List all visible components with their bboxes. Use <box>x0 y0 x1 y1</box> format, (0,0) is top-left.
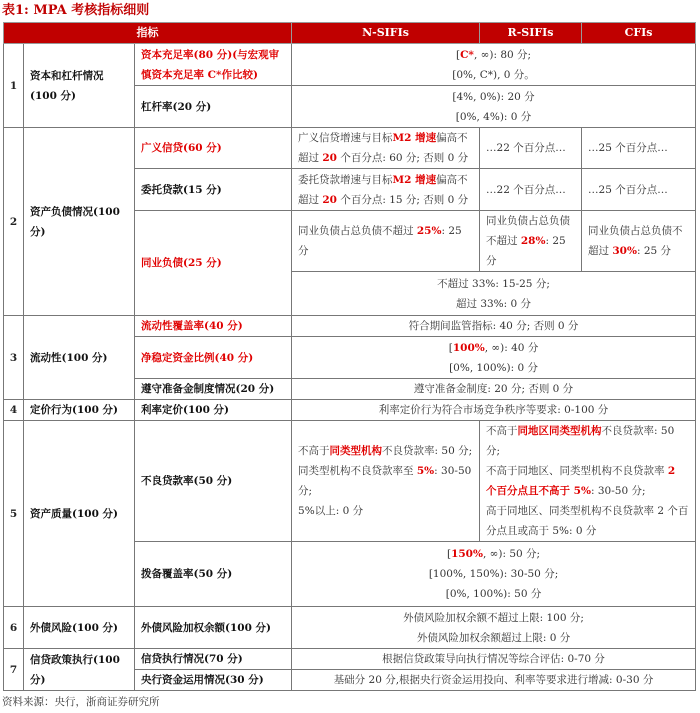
highlight: 20 <box>322 152 337 164</box>
text: : 25 分 <box>636 245 672 257</box>
highlight: M2 增速 <box>392 132 437 144</box>
criteria <box>292 337 696 379</box>
highlight: 100% <box>452 341 485 354</box>
text: [ <box>446 548 452 560</box>
table-row <box>4 44 696 86</box>
text: 不良贷款率: 50 分; <box>486 425 675 457</box>
text: 不高于同地区、同类型机构不良贷款率 <box>486 465 668 477</box>
criteria-line <box>298 461 473 501</box>
indicator: 资本充足率(80 分)(与宏观审慎资本充足率 C*作比较) <box>135 44 292 86</box>
table-row <box>4 128 696 169</box>
criteria <box>292 44 696 86</box>
criteria <box>292 272 696 316</box>
text: [ <box>448 341 453 354</box>
text: : 30-50 分; <box>298 465 472 497</box>
highlight: 同类型机构 <box>329 445 383 457</box>
indicator: 流动性覆盖率(40 分) <box>135 316 292 337</box>
row-number: 6 <box>4 607 24 649</box>
text: 个百分点: 60 分; 否则 0 分 <box>337 152 469 164</box>
highlight: 150% <box>451 548 483 560</box>
text: 委托贷款增速与目标 <box>298 173 393 186</box>
text: 同业负债占总负债不超过 <box>588 225 683 257</box>
table-title: 表1: MPA 考核指标细则 <box>2 3 150 18</box>
row-number: 2 <box>4 128 24 316</box>
text: : 25 分 <box>298 225 462 257</box>
category: 资产质量(100 分) <box>24 421 135 607</box>
category: 外债风险(100 分) <box>24 607 135 649</box>
row-number: 7 <box>4 649 24 691</box>
highlight: M2 增速 <box>392 173 437 186</box>
text: [ <box>455 48 461 61</box>
text: 不良贷款率: 50 分; <box>382 445 473 457</box>
row-number: 5 <box>4 421 24 607</box>
row-number: 4 <box>4 400 24 421</box>
criteria <box>292 542 696 607</box>
table-row <box>4 316 696 337</box>
criteria: 根据信贷政策导向执行情况等综合评估: 0-70 分 <box>292 649 696 670</box>
text: 偏高不超过 <box>298 173 468 206</box>
criteria-n <box>292 421 480 542</box>
criteria-r <box>480 211 582 272</box>
criteria-r-c <box>480 421 696 542</box>
indicator: 广义信贷(60 分) <box>135 128 292 169</box>
criteria-line: [0%, 100%): 0 分 <box>449 361 538 374</box>
criteria-line: 超过 33%: 0 分 <box>455 297 532 310</box>
indicator: 杠杆率(20 分) <box>135 86 292 128</box>
criteria <box>292 86 696 128</box>
criteria: 基础分 20 分,根据央行资金运用投向、利率等要求进行增减: 0-30 分 <box>292 670 696 691</box>
category: 流动性(100 分) <box>24 316 135 400</box>
criteria-c: …25 个百分点… <box>582 169 696 211</box>
category: 资产负债情况(100 分) <box>24 128 135 316</box>
text: 同类型机构不良贷款率至 <box>298 465 417 477</box>
criteria-n <box>292 128 480 169</box>
highlight: 25% <box>416 225 442 237</box>
criteria-line: [4%, 0%): 20 分 <box>452 90 535 103</box>
criteria-line <box>298 441 473 461</box>
indicator: 遵守准备金制度情况(20 分) <box>135 379 292 400</box>
table-row <box>4 400 696 421</box>
criteria-line <box>298 45 689 65</box>
category: 信贷政策执行(100 分) <box>24 649 135 691</box>
criteria-line <box>298 544 689 564</box>
highlight: C* <box>460 48 474 61</box>
indicator: 拨备覆盖率(50 分) <box>135 542 292 607</box>
criteria-line: [100%, 150%): 30-50 分; <box>428 568 559 580</box>
category: 定价行为(100 分) <box>24 400 135 421</box>
header-r-sifis: R-SIFIs <box>480 23 582 44</box>
criteria-line: [0%, 4%): 0 分 <box>455 110 532 123</box>
table-row <box>4 649 696 670</box>
source-note: 资料来源：央行，浙商证券研究所 <box>2 696 160 708</box>
row-number: 3 <box>4 316 24 400</box>
row-number: 1 <box>4 44 24 128</box>
indicator: 信贷执行情况(70 分) <box>135 649 292 670</box>
criteria-line: 不超过 33%: 15-25 分; <box>437 277 550 290</box>
criteria: 遵守准备金制度: 20 分; 否则 0 分 <box>292 379 696 400</box>
header-cfis: CFIs <box>582 23 696 44</box>
criteria-line: 外债风险加权余额超过上限: 0 分 <box>416 631 571 644</box>
highlight: 2 个百分点且不高于 5% <box>486 465 676 497</box>
highlight: 20 <box>322 193 337 206</box>
criteria <box>292 607 696 649</box>
indicator: 不良贷款率(50 分) <box>135 421 292 542</box>
text: : 25 分 <box>486 235 566 267</box>
criteria-c: …25 个百分点… <box>582 128 696 169</box>
highlight: 30% <box>612 245 637 257</box>
criteria-line: [0%, 100%): 50 分 <box>445 588 542 600</box>
criteria-c <box>582 211 696 272</box>
indicator: 利率定价(100 分) <box>135 400 292 421</box>
criteria-n <box>292 211 480 272</box>
criteria-line: [0%, C*), 0 分。 <box>452 68 535 81</box>
highlight: 同地区同类型机构 <box>517 425 602 437</box>
highlight: 28% <box>520 235 546 247</box>
header-n-sifis: N-SIFIs <box>292 23 480 44</box>
text: 同业负债占总负债不超过 <box>298 225 417 237</box>
indicator: 外债风险加权余额(100 分) <box>135 607 292 649</box>
text: , ∞): 50 分; <box>482 548 541 560</box>
highlight: 5% <box>416 465 435 477</box>
criteria-r: …22 个百分点… <box>480 169 582 211</box>
criteria-line <box>486 421 689 461</box>
text: 个百分点: 15 分; 否则 0 分 <box>337 193 469 206</box>
criteria-line <box>298 338 689 358</box>
indicator: 委托贷款(15 分) <box>135 169 292 211</box>
mpa-table <box>3 22 696 691</box>
text: : 30-50 分; <box>590 485 646 497</box>
criteria: 符合期间监管指标: 40 分; 否则 0 分 <box>292 316 696 337</box>
text: 同业负债占总负债不超过 <box>486 215 571 247</box>
table-row <box>4 607 696 649</box>
indicator: 净稳定资金比例(40 分) <box>135 337 292 379</box>
criteria: 利率定价行为符合市场竞争秩序等要求: 0-100 分 <box>292 400 696 421</box>
criteria-n <box>292 169 480 211</box>
indicator: 央行资金运用情况(30 分) <box>135 670 292 691</box>
text: , ∞): 40 分 <box>484 341 539 354</box>
table-row <box>4 421 696 542</box>
criteria-line: 5%以上: 0 分 <box>298 505 364 517</box>
header-row <box>4 23 696 44</box>
text: 不高于 <box>486 425 518 437</box>
criteria-line <box>486 461 689 501</box>
header-indicator: 指标 <box>4 23 292 44</box>
category: 资本和杠杆情况(100 分) <box>24 44 135 128</box>
criteria-r: …22 个百分点… <box>480 128 582 169</box>
text: 偏高不超过 <box>298 132 468 164</box>
text: , ∞): 80 分; <box>473 48 532 61</box>
text: 广义信贷增速与目标 <box>298 132 393 144</box>
text: 不高于 <box>298 445 330 457</box>
indicator: 同业负债(25 分) <box>135 211 292 316</box>
criteria-line: 外债风险加权余额不超过上限: 100 分; <box>403 611 584 624</box>
criteria-line: 高于同地区、同类型机构不良贷款率 2 个百分点且或高于 5%: 0 分 <box>486 505 689 537</box>
